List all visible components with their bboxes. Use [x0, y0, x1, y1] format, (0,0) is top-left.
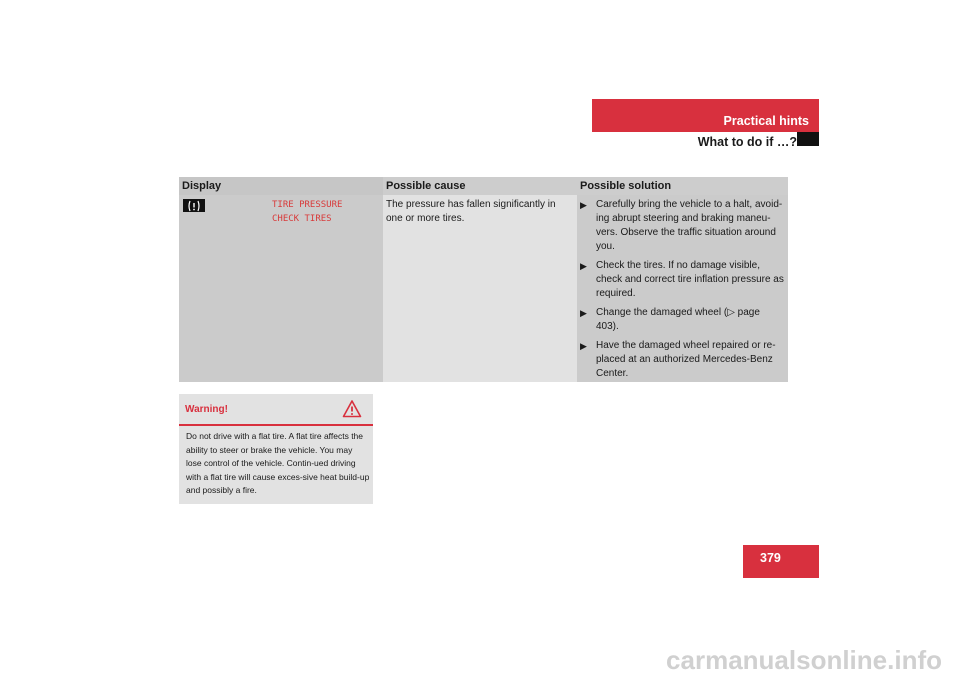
section-header-bar	[592, 99, 819, 132]
section-title: Practical hints	[723, 114, 809, 128]
cause-column	[383, 177, 577, 382]
cause-column-header: Possible cause	[383, 177, 577, 195]
display-message-line2: CHECK TIRES	[272, 214, 332, 224]
display-message	[272, 198, 342, 226]
header-marker	[797, 132, 819, 146]
display-column-header: Display	[179, 177, 383, 195]
solution-list	[580, 198, 785, 386]
bullet-arrow-icon: ▶	[580, 261, 587, 271]
warning-triangle-icon	[342, 399, 362, 419]
solution-column	[577, 177, 788, 382]
solution-item: ▶ Check the tires. If no damage visible, check and correct tire inflation pressure as required.	[580, 260, 784, 299]
page-number: 379	[760, 551, 781, 565]
tire-pressure-warning-icon	[183, 199, 205, 212]
warning-title: Warning!	[185, 404, 228, 415]
bullet-arrow-icon: ▶	[580, 341, 587, 351]
solution-item: ▶ Have the damaged wheel repaired or re-placed at an authorized Mercedes-Benz Center.	[580, 340, 776, 379]
page-number-box	[743, 545, 819, 578]
solution-column-header: Possible solution	[577, 177, 788, 195]
possible-cause-text: The pressure has fallen significantly in one or more tires.	[386, 199, 556, 224]
display-message-line1: TIRE PRESSURE	[272, 200, 343, 210]
bullet-arrow-icon: ▶	[580, 308, 587, 318]
solution-item: ▶ Change the damaged wheel (▷ page 403).	[580, 307, 760, 332]
solution-item: ▶ Carefully bring the vehicle to a halt, avoid-ing abrupt steering and braking maneu-vers. Observe the traffic situation around you.	[580, 199, 783, 252]
bullet-arrow-icon: ▶	[580, 200, 587, 210]
subsection-title: What to do if …?	[697, 135, 797, 149]
troubleshooting-table	[179, 177, 788, 382]
warning-header	[179, 394, 373, 426]
watermark: carmanualsonline.info	[666, 645, 942, 675]
warning-text: Do not drive with a flat tire. A flat tire affects the ability to steer or brake the vehicle. You may lose control of the vehicle. Contin-ued driving with a flat tire will cause exces-sive heat build-up and possibly a fire.	[186, 431, 370, 495]
warning-box	[179, 394, 373, 504]
display-column	[179, 177, 383, 382]
